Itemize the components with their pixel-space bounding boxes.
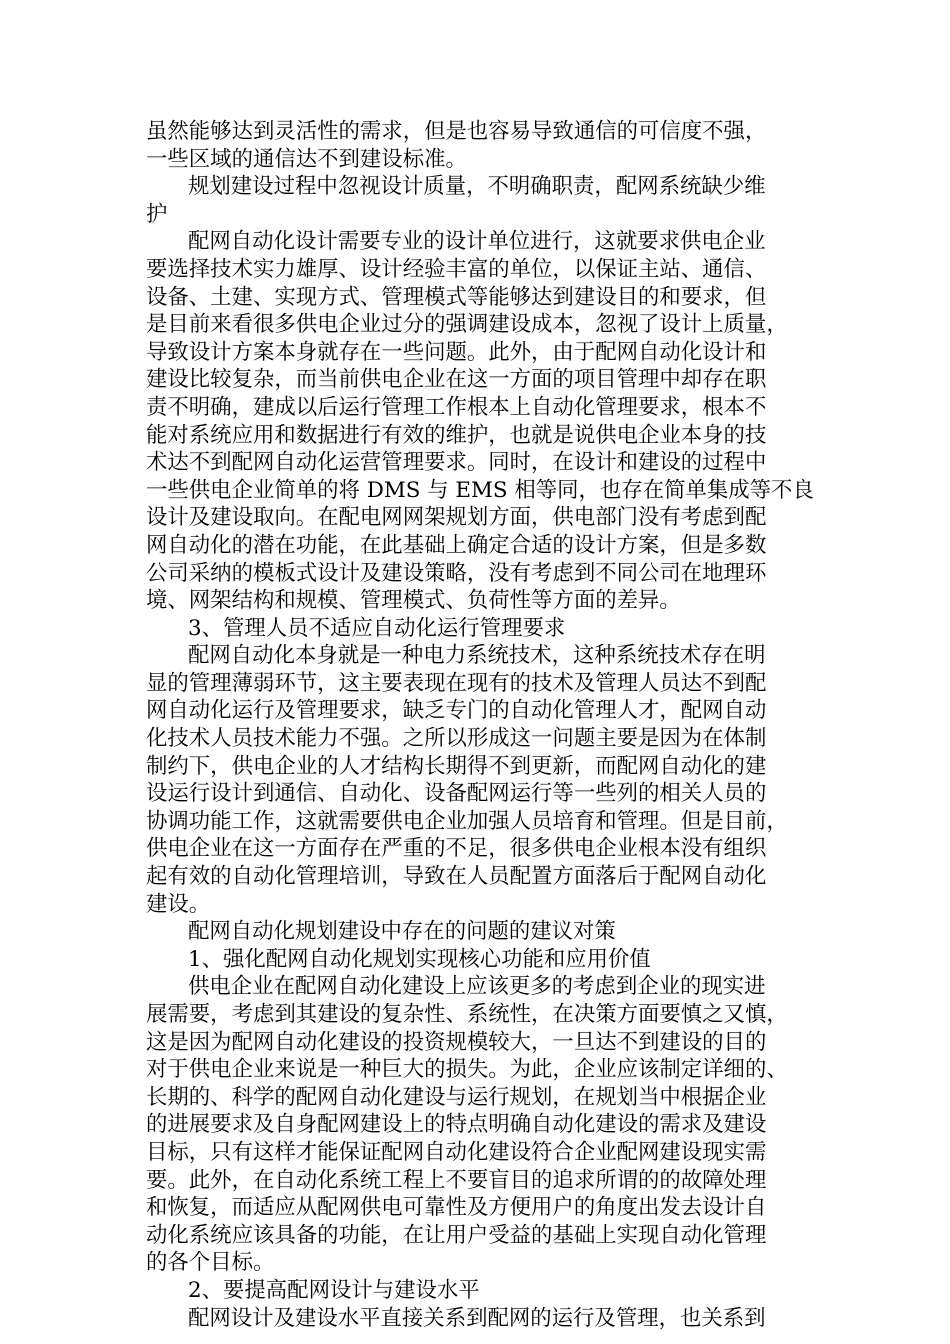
text-line: 制约下，供电企业的人才结构长期得不到更新，而配网自动化的建 bbox=[146, 753, 767, 779]
text-line: 化技术人员技术能力不强。之所以形成这一问题主要是因为在体制 bbox=[146, 726, 767, 752]
text-line: 供电企业在这一方面存在严重的不足，很多供电企业根本没有组织 bbox=[146, 836, 767, 862]
text-line: 网自动化的潜在功能，在此基础上确定合适的设计方案，但是多数 bbox=[146, 532, 767, 558]
text-line: 这是因为配网自动化建设的投资规模较大，一旦达不到建设的目的 bbox=[146, 1029, 767, 1055]
text-line: 设运行设计到通信、自动化、设备配网运行等一些列的相关人员的 bbox=[146, 781, 767, 807]
text-line: 2、要提高配网设计与建设水平 bbox=[188, 1277, 480, 1303]
document-body bbox=[146, 118, 814, 1332]
text-line: 境、网架结构和规模、管理模式、负荷性等方面的差异。 bbox=[146, 588, 681, 614]
text-line: 配网自动化本身就是一种电力系统技术，这种系统技术存在明 bbox=[188, 643, 766, 669]
text-line: 一些供电企业简单的将 DMS 与 EMS 相等同，也存在简单集成等不良 bbox=[146, 477, 814, 503]
text-line: 虽然能够达到灵活性的需求，但是也容易导致通信的可信度不强， bbox=[146, 119, 767, 144]
text-line: 配网自动化设计需要专业的设计单位进行，这就要求供电企业 bbox=[188, 229, 766, 255]
text-line: 展需要，考虑到其建设的复杂性、系统性，在决策方面要慎之又慎， bbox=[146, 1002, 788, 1027]
text-line: 目标，只有这样才能保证配网自动化建设符合企业配网建设现实需 bbox=[146, 1139, 767, 1165]
text-line: 的进展要求及自身配网建设上的特点明确自动化建设的需求及建设 bbox=[146, 1112, 767, 1138]
text-line: 长期的、科学的配网自动化建设与运行规划，在规划当中根据企业 bbox=[146, 1084, 767, 1110]
text-line: 协调功能工作，这就需要供电企业加强人员培育和管理。但是目前， bbox=[146, 808, 788, 834]
text-line: 配网自动化规划建设中存在的问题的建议对策 bbox=[188, 919, 616, 945]
text-line: 显的管理薄弱环节，这主要表现在现有的技术及管理人员达不到配 bbox=[146, 670, 767, 696]
text-line: 网自动化运行及管理要求，缺乏专门的自动化管理人才，配网自动 bbox=[146, 698, 767, 724]
text-line: 设计及建设取向。在配电网网架规划方面，供电部门没有考虑到配 bbox=[146, 505, 767, 531]
text-line: 是目前来看很多供电企业过分的强调建设成本，忽视了设计上质量， bbox=[146, 312, 788, 338]
text-line: 一些区域的通信达不到建设标准。 bbox=[146, 146, 467, 172]
text-line: 设备、土建、实现方式、管理模式等能够达到建设目的和要求，但 bbox=[146, 284, 767, 310]
text-line: 要。此外，在自动化系统工程上不要盲目的追求所谓的的故障处理 bbox=[146, 1167, 767, 1193]
text-line: 能对系统应用和数据进行有效的维护，也就是说供电企业本身的技 bbox=[146, 422, 767, 448]
text-line: 的各个目标。 bbox=[146, 1250, 275, 1276]
text-line: 动化系统应该具备的功能，在让用户受益的基础上实现自动化管理 bbox=[146, 1222, 767, 1248]
text-line: 责不明确，建成以后运行管理工作根本上自动化管理要求，根本不 bbox=[146, 394, 767, 420]
text-line: 导致设计方案本身就存在一些问题。此外，由于配网自动化设计和 bbox=[146, 339, 767, 365]
text-line: 起有效的自动化管理培训，导致在人员配置方面落后于配网自动化 bbox=[146, 864, 767, 890]
text-line: 术达不到配网自动化运营管理要求。同时，在设计和建设的过程中 bbox=[146, 450, 767, 476]
text-line: 对于供电企业来说是一种巨大的损失。为此，企业应该制定详细的、 bbox=[146, 1057, 788, 1083]
text-line: 建设比较复杂，而当前供电企业在这一方面的项目管理中却存在职 bbox=[146, 367, 767, 393]
text-line: 3、管理人员不适应自动化运行管理要求 bbox=[188, 615, 566, 641]
text-line: 建设。 bbox=[146, 891, 211, 917]
text-line: 供电企业在配网自动化建设上应该更多的考虑到企业的现实进 bbox=[188, 974, 766, 1000]
text-line: 要选择技术实力雄厚、设计经验丰富的单位，以保证主站、通信、 bbox=[146, 256, 767, 282]
text-line: 1、强化配网自动化规划实现核心功能和应用价值 bbox=[188, 946, 651, 972]
text-line: 护 bbox=[146, 201, 168, 227]
text-line: 配网设计及建设水平直接关系到配网的运行及管理，也关系到 bbox=[188, 1305, 766, 1331]
text-line: 和恢复，而适应从配网供电可靠性及方便用户的角度出发去设计自 bbox=[146, 1195, 767, 1221]
text-line: 规划建设过程中忽视设计质量，不明确职责，配网系统缺少维 bbox=[188, 174, 766, 200]
text-line: 公司采纳的模板式设计及建设策略，没有考虑到不同公司在地理环 bbox=[146, 560, 767, 586]
